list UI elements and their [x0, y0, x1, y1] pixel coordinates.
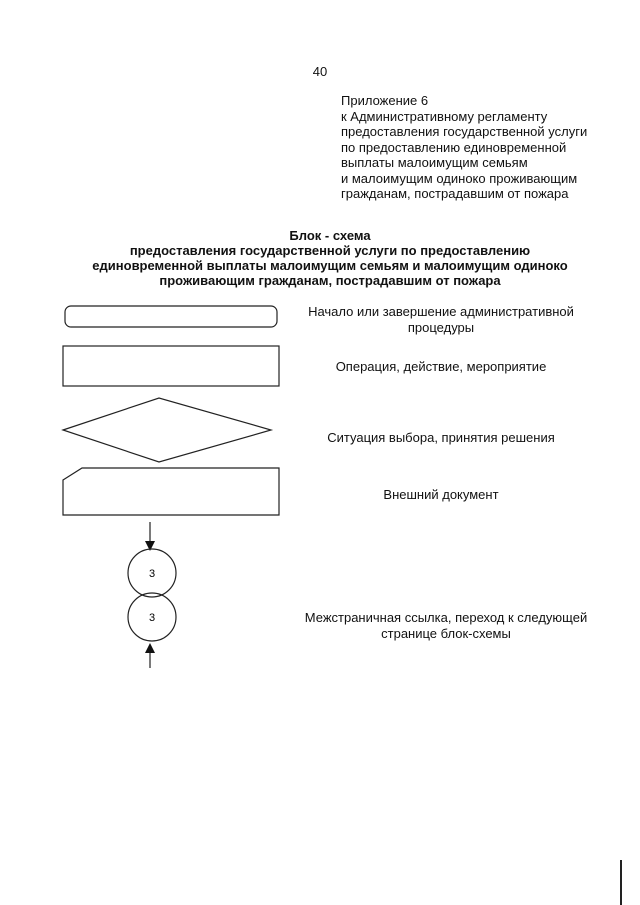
legend-line: странице блок-схемы — [381, 625, 511, 641]
terminator-shape — [65, 306, 277, 327]
legend-line: Операция, действие, мероприятие — [335, 359, 547, 374]
appendix-line: и малоимущим одиноко проживающим — [341, 170, 578, 186]
legend-text-decision — [296, 430, 586, 446]
legend-line: Внешний документ — [383, 487, 499, 502]
legend-text-document — [296, 487, 586, 503]
legend-line: процедуры — [407, 319, 475, 335]
legend-line: Ситуация выбора, принятия решения — [327, 430, 555, 445]
legend-text-connector — [296, 610, 596, 641]
document-shape — [63, 468, 279, 515]
legend-line: Начало или завершение административной — [308, 304, 574, 319]
appendix-line: к Административному регламенту — [341, 108, 548, 124]
appendix-line: по предоставлению единовременной — [341, 139, 567, 155]
connector-circle-label: 3 — [148, 568, 156, 580]
appendix-line: Приложение 6 — [341, 93, 429, 108]
heading-subtitle-line: предоставления государственной услуги по предоставлению — [129, 243, 531, 258]
legend-text-terminator — [296, 304, 586, 335]
legend-text-process — [296, 359, 586, 375]
heading-subtitle-line: проживающим гражданам, пострадавшим от пожара — [159, 273, 501, 288]
scan-edge-line — [620, 860, 622, 905]
connector-circle-label: 3 — [148, 612, 156, 624]
appendix-line: гражданам, пострадавшим от пожара — [341, 186, 569, 201]
appendix-line: выплаты малоимущим семьям — [341, 155, 528, 170]
decision-shape — [63, 398, 271, 462]
appendix-line: предоставления государственной услуги — [341, 124, 588, 139]
page-number: 40 — [312, 64, 328, 79]
process-shape — [63, 346, 279, 386]
heading-title: Блок - схема — [289, 228, 371, 243]
legend-line: Межстраничная ссылка, переход к следующей — [304, 610, 588, 625]
heading-subtitle-line: единовременной выплаты малоимущим семьям и малоимущим одиноко — [92, 258, 568, 273]
